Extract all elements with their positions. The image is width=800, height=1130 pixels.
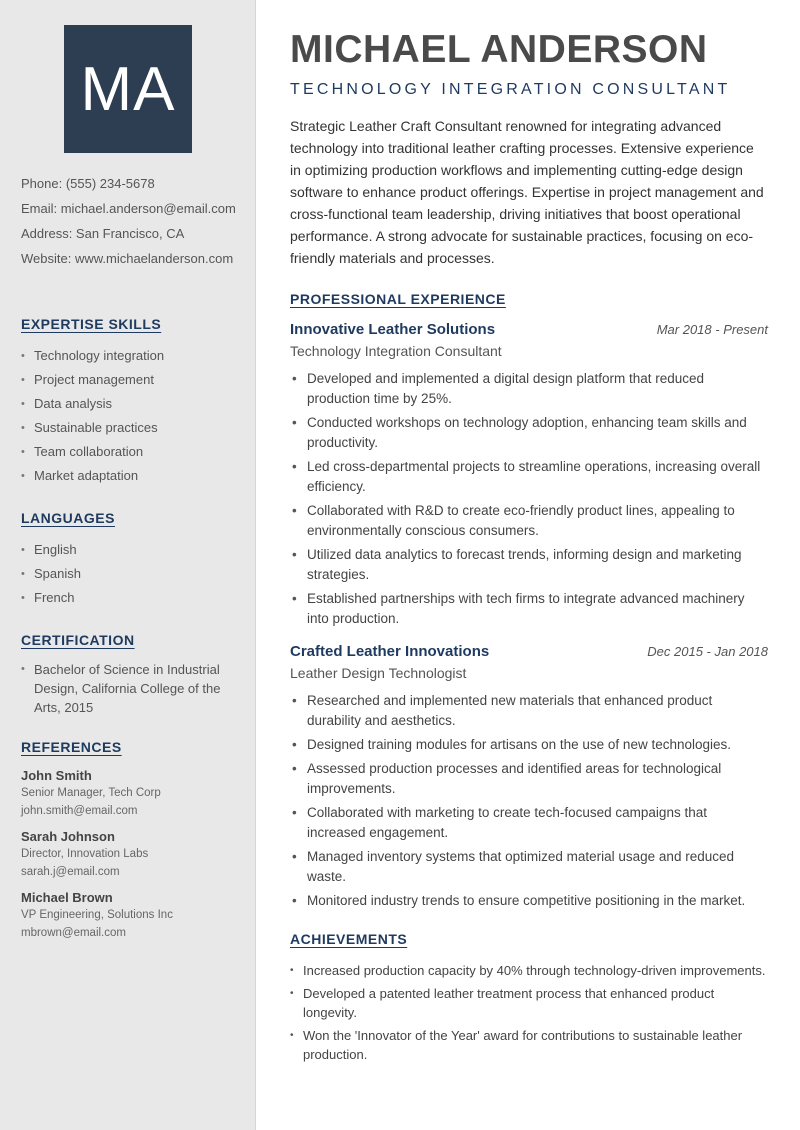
list-item: • Developed a patented leather treatment process that enhanced product longevity. <box>290 984 768 1022</box>
list-item: • Established partnerships with tech firms to integrate advanced machinery into production. <box>290 589 768 629</box>
list-item: • Conducted workshops on technology adoption, enhancing team skills and productivity. <box>290 413 768 453</box>
email: Email: michael.anderson@email.com <box>21 201 236 216</box>
list-item: • Won the 'Innovator of the Year' award for contributions to sustainable leather production. <box>290 1026 768 1064</box>
list-item: • French <box>21 586 247 610</box>
list-item: • English <box>21 538 247 562</box>
reference-email: sarah.j@email.com <box>21 866 120 878</box>
reference-title: Director, Innovation Labs <box>21 848 149 860</box>
reference-item <box>21 828 247 881</box>
contact-info <box>21 171 247 271</box>
list-item: • Team collaboration <box>21 440 247 464</box>
summary: Strategic Leather Craft Consultant renowned for integrating advanced technology into traditional leather crafting processes. Extensive experience in optimizing production workflows and implementing cutting-edge design software to enhance product offerings. Expertise in project management and cross-functional team leadership, driving initiatives that boost operational performance. A strong advocate for sustainable practices, focusing on eco-friendly materials and processes. <box>290 118 764 266</box>
references-list <box>21 767 247 942</box>
reference-name: Michael Brown <box>21 890 113 905</box>
list-item: • Bachelor of Science in Industrial Design, California College of the Arts, 2015 <box>21 660 234 717</box>
list-item: • Collaborated with marketing to create tech-focused campaigns that increased engagement. <box>290 803 768 843</box>
list-item: • Market adaptation <box>21 464 247 488</box>
reference-name: John Smith <box>21 768 92 783</box>
phone: Phone: (555) 234-5678 <box>21 176 155 191</box>
candidate-name: MICHAEL ANDERSON <box>290 28 708 71</box>
address: Address: San Francisco, CA <box>21 226 185 241</box>
website: Website: www.michaelanderson.com <box>21 251 234 266</box>
reference-item <box>21 767 247 820</box>
company-name: Crafted Leather Innovations <box>290 643 490 660</box>
job-role: Leather Design Technologist <box>290 665 467 681</box>
list-item: • Managed inventory systems that optimized material usage and reduced waste. <box>290 847 768 887</box>
list-item: • Monitored industry trends to ensure competitive positioning in the market. <box>290 891 768 911</box>
list-item: • Assessed production processes and identified areas for technological improvements. <box>290 759 768 799</box>
languages-heading: LANGUAGES <box>21 510 115 526</box>
jobs-list <box>290 321 768 911</box>
reference-name: Sarah Johnson <box>21 829 115 844</box>
job-bullets <box>290 369 768 629</box>
languages-list <box>21 538 247 610</box>
list-item: • Researched and implemented new materials that enhanced product durability and aesthetics. <box>290 691 768 731</box>
reference-item <box>21 889 247 942</box>
achievements-heading: ACHIEVEMENTS <box>290 931 408 947</box>
sidebar <box>0 0 256 1130</box>
list-item: • Designed training modules for artisans on the use of new technologies. <box>290 735 768 755</box>
certification-heading: CERTIFICATION <box>21 632 135 648</box>
reference-title: Senior Manager, Tech Corp <box>21 787 161 799</box>
references-heading: REFERENCES <box>21 739 122 755</box>
list-item: • Data analysis <box>21 392 247 416</box>
experience-heading: PROFESSIONAL EXPERIENCE <box>290 291 506 307</box>
job-role: Technology Integration Consultant <box>290 343 502 359</box>
company-name: Innovative Leather Solutions <box>290 321 496 338</box>
job-header <box>290 321 768 338</box>
list-item: • Project management <box>21 368 247 392</box>
reference-title: VP Engineering, Solutions Inc <box>21 909 173 921</box>
list-item: • Developed and implemented a digital design platform that reduced production time by 25%. <box>290 369 768 409</box>
job-entry <box>290 643 768 911</box>
main-content <box>290 28 768 1068</box>
job-bullets <box>290 691 768 911</box>
reference-email: mbrown@email.com <box>21 927 126 939</box>
job-entry <box>290 321 768 629</box>
skills-list <box>21 344 247 488</box>
list-item: • Sustainable practices <box>21 416 247 440</box>
job-dates: Dec 2015 - Jan 2018 <box>647 644 768 659</box>
job-header <box>290 643 768 660</box>
achievements-list <box>290 961 768 1064</box>
list-item: • Technology integration <box>21 344 247 368</box>
initials-avatar: MA <box>64 25 192 153</box>
skills-heading: EXPERTISE SKILLS <box>21 316 162 332</box>
reference-email: john.smith@email.com <box>21 805 138 817</box>
list-item: • Increased production capacity by 40% through technology-driven improvements. <box>290 961 768 980</box>
list-item: • Utilized data analytics to forecast trends, informing design and marketing strategies. <box>290 545 768 585</box>
certification-list <box>21 660 247 717</box>
candidate-title: TECHNOLOGY INTEGRATION CONSULTANT <box>290 81 731 98</box>
job-dates: Mar 2018 - Present <box>656 322 768 337</box>
list-item: • Spanish <box>21 562 247 586</box>
list-item: • Led cross-departmental projects to streamline operations, increasing overall efficiency. <box>290 457 768 497</box>
list-item: • Collaborated with R&D to create eco-friendly product lines, appealing to environmentally conscious consumers. <box>290 501 768 541</box>
